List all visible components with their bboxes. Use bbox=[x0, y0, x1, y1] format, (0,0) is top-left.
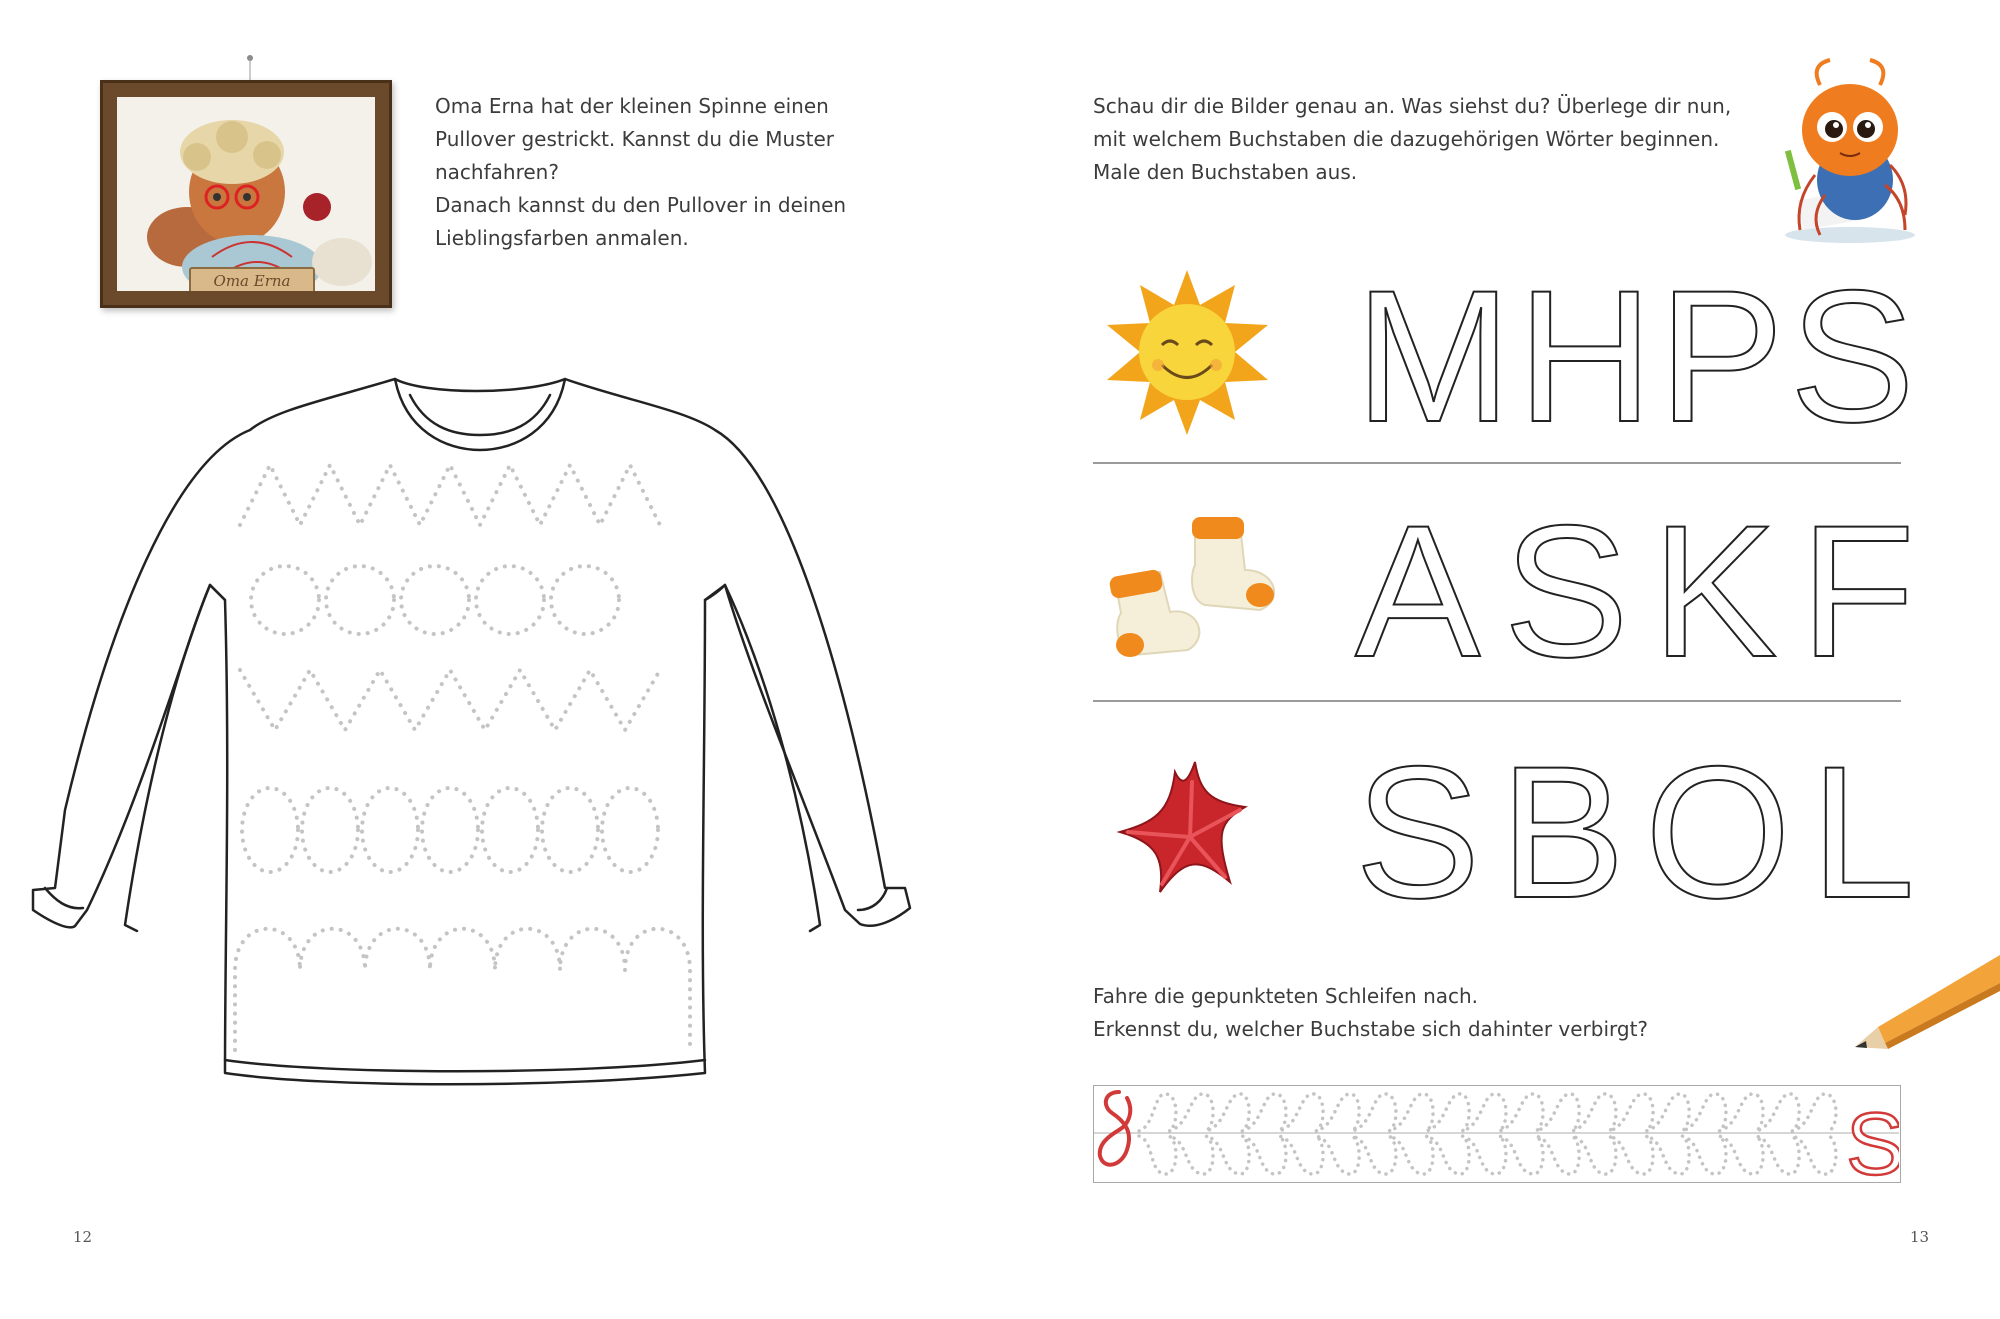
circle-pattern-2 bbox=[242, 788, 658, 872]
sweater-seam-right bbox=[705, 585, 725, 600]
arch-pattern bbox=[235, 929, 690, 1050]
socks-icon bbox=[1100, 495, 1275, 670]
instruction-line: Fahre die gepunkteten Schleifen nach. bbox=[1093, 984, 1479, 1008]
letter-choice[interactable]: S bbox=[1789, 251, 1915, 461]
loop-tracing-box[interactable] bbox=[1093, 1085, 1901, 1183]
letter-choice[interactable]: F bbox=[1800, 486, 1915, 696]
grandma-portrait-frame bbox=[100, 80, 392, 308]
letter-choice[interactable]: K bbox=[1651, 486, 1778, 696]
letter-choice[interactable]: P bbox=[1658, 251, 1784, 461]
letter-row-2[interactable] bbox=[1355, 486, 1915, 696]
row-divider bbox=[1093, 462, 1901, 464]
nail-icon bbox=[247, 55, 253, 83]
start-loop-mark bbox=[1100, 1092, 1131, 1165]
sweater-hem bbox=[225, 1060, 705, 1071]
zigzag-pattern-2 bbox=[240, 670, 660, 730]
sweater-collar bbox=[395, 379, 565, 450]
instruction-line: Oma Erna hat der kleinen Spinne einen bbox=[435, 94, 829, 118]
instruction-line: Danach kannst du den Pullover in deinen bbox=[435, 193, 847, 217]
instruction-line: mit welchem Buchstaben die dazugehörigen Wörter beginnen. bbox=[1093, 127, 1720, 151]
row-divider bbox=[1093, 700, 1901, 702]
end-letter: S bbox=[1846, 1094, 1899, 1181]
dotted-loops bbox=[1139, 1094, 1836, 1174]
instruction-line: nachfahren? bbox=[435, 160, 559, 184]
instruction-line: Male den Buchstaben aus. bbox=[1093, 160, 1358, 184]
sun-icon bbox=[1100, 265, 1275, 440]
sweater-sleeve-seam-right bbox=[725, 585, 820, 931]
letter-choice[interactable]: B bbox=[1499, 727, 1626, 937]
loop-tracing-svg[interactable] bbox=[1094, 1086, 1899, 1181]
circle-pattern-1 bbox=[251, 566, 619, 634]
letter-choice[interactable]: S bbox=[1503, 486, 1629, 696]
instruction-line: Erkennst du, welcher Buchstabe sich dahinter verbirgt? bbox=[1093, 1017, 1649, 1041]
starfish-icon bbox=[1100, 742, 1275, 917]
letter-choice[interactable]: S bbox=[1355, 727, 1481, 937]
zigzag-pattern-1 bbox=[240, 465, 660, 525]
letter-choice[interactable]: M bbox=[1355, 251, 1512, 461]
instruction-line: Schau dir die Bilder genau an. Was siehst du? Überlege dir nun, bbox=[1093, 94, 1732, 118]
letter-row-1[interactable] bbox=[1355, 251, 1915, 461]
tracing-instructions bbox=[1093, 980, 1813, 1046]
sweater-cuff-right bbox=[858, 888, 887, 910]
right-page bbox=[1000, 0, 2000, 1319]
pencil-icon bbox=[1850, 955, 2000, 1065]
sweater-seam-left bbox=[210, 585, 225, 600]
letters-instructions bbox=[1093, 90, 1773, 189]
sweater-sleeve-seam-left bbox=[125, 585, 210, 931]
dotted-patterns bbox=[235, 465, 690, 1050]
spider-mascot-icon bbox=[1770, 55, 1930, 245]
letter-choice[interactable]: A bbox=[1355, 486, 1481, 696]
grandma-spider-illustration bbox=[117, 97, 375, 291]
letter-choice[interactable]: H bbox=[1517, 251, 1653, 461]
nameplate: Oma Erna bbox=[189, 267, 315, 291]
letter-row-3[interactable] bbox=[1355, 727, 1915, 937]
page-number: 13 bbox=[1910, 1228, 1930, 1246]
letter-choice[interactable]: L bbox=[1810, 727, 1915, 937]
sweater-cuff-left bbox=[45, 888, 83, 908]
grandma-portrait bbox=[117, 97, 375, 291]
instruction-line: Pullover gestrickt. Kannst du die Muster bbox=[435, 127, 834, 151]
sweater-instructions bbox=[435, 90, 895, 255]
page-number: 12 bbox=[73, 1228, 93, 1246]
instruction-line: Lieblingsfarben anmalen. bbox=[435, 226, 689, 250]
letter-choice[interactable]: O bbox=[1644, 727, 1791, 937]
sweater-tracing-drawing[interactable] bbox=[25, 370, 925, 1140]
